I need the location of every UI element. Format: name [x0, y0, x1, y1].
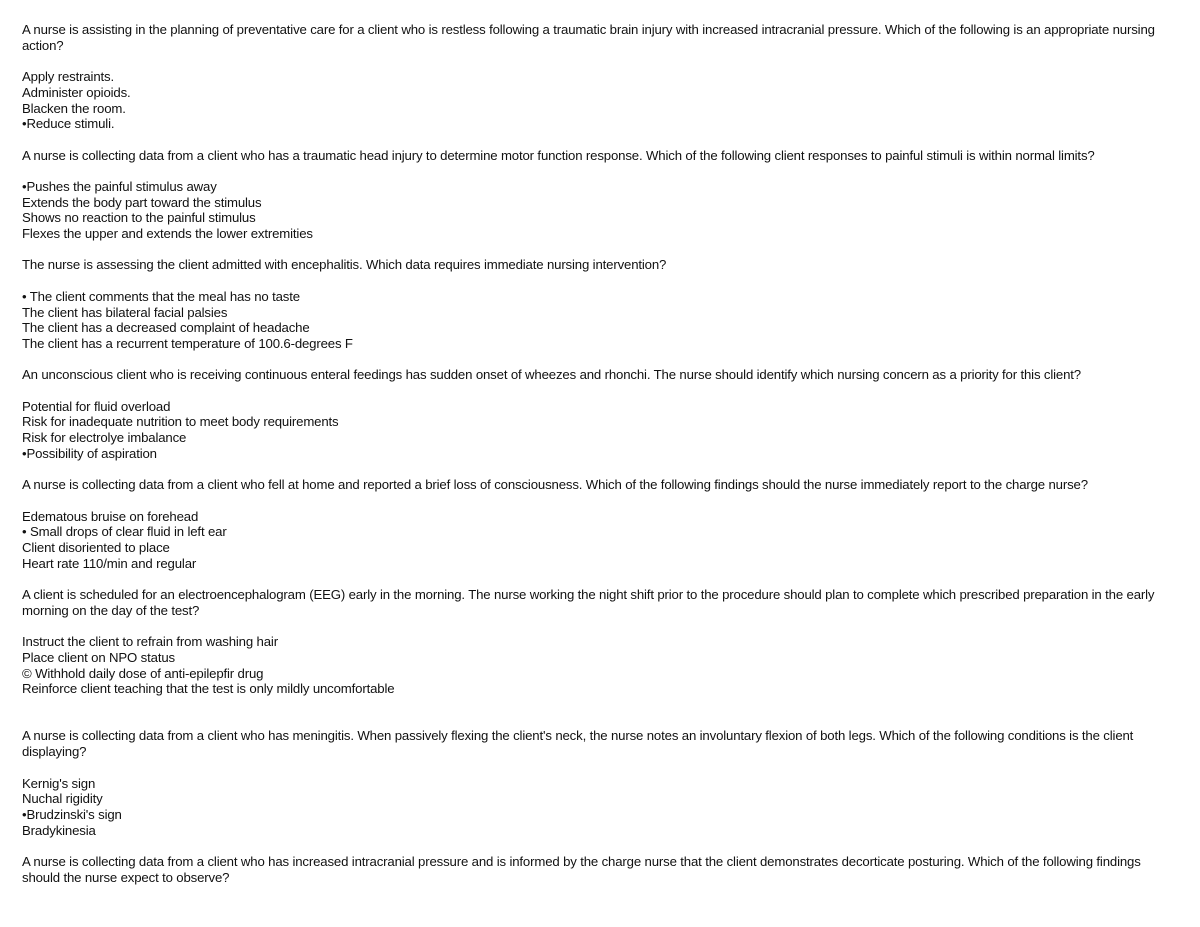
answer-option-marked: •Pushes the painful stimulus away [22, 178, 217, 194]
answer-option: Reinforce client teaching that the test is only mildly uncomfortable [22, 681, 395, 697]
answer-option: Risk for electrolye imbalance [22, 430, 187, 446]
answer-option: Shows no reaction to the painful stimulus [22, 210, 256, 226]
question-text: An unconscious client who is receiving continuous enteral feedings has sudden onset of wheezes and rhonchi. The nurse should identify which nursing concern as a priority for this client? [22, 367, 1081, 383]
question-text: A nurse is collecting data from a client who fell at home and reported a brief loss of consciousness. Which of the following findings should the nurse immediately report to the charge nurse? [22, 477, 1088, 493]
answer-option: Client disoriented to place [22, 540, 170, 556]
answer-option: Instruct the client to refrain from washing hair [22, 634, 278, 650]
answer-options [22, 509, 1182, 572]
answer-option-marked: •Reduce stimuli. [22, 116, 115, 132]
answer-option-marked: • The client comments that the meal has no taste [22, 288, 300, 304]
question-text: The nurse is assessing the client admitted with encephalitis. Which data requires immediate nursing intervention? [22, 257, 667, 273]
answer-option: Heart rate 110/min and regular [22, 555, 197, 571]
answer-option: Edematous bruise on forehead [22, 508, 199, 524]
answer-option-marked: © Withhold daily dose of anti-epilepfir drug [22, 665, 264, 681]
answer-option: Kernig's sign [22, 775, 96, 791]
answer-option: Place client on NPO status [22, 649, 175, 665]
answer-option: Administer opioids. [22, 84, 131, 100]
question-text: A nurse is collecting data from a client who has a traumatic head injury to determine motor function response. Which of the following client responses to painful stimuli is within normal limits? [22, 147, 1095, 163]
question-block [22, 22, 1182, 132]
answer-option: The client has bilateral facial palsies [22, 304, 228, 320]
answer-option: Bradykinesia [22, 822, 96, 838]
answer-option: Extends the body part toward the stimulus [22, 194, 262, 210]
answer-option: Risk for inadequate nutrition to meet body requirements [22, 414, 339, 430]
answer-options [22, 399, 1182, 462]
answer-option-marked: • Small drops of clear fluid in left ear [22, 524, 227, 540]
answer-option: Nuchal rigidity [22, 791, 103, 807]
question-block [22, 587, 1182, 697]
question-block [22, 477, 1182, 571]
question-block [22, 148, 1182, 242]
answer-option: The client has a recurrent temperature of 100.6-degrees F [22, 335, 353, 351]
answer-option: Blacken the room. [22, 100, 126, 116]
answer-option: Potential for fluid overload [22, 398, 171, 414]
answer-option: Flexes the upper and extends the lower extremities [22, 226, 313, 242]
question-text: A nurse is collecting data from a client who has meningitis. When passively flexing the client's neck, the nurse notes an involuntary flexion of both legs. Which of the following conditions is the client displaying? [22, 728, 1134, 760]
answer-option-marked: •Possibility of aspiration [22, 445, 157, 461]
answer-option-marked: •Brudzinski's sign [22, 806, 122, 822]
question-block [22, 257, 1182, 351]
question-block [22, 367, 1182, 461]
question-text: A client is scheduled for an electroencephalogram (EEG) early in the morning. The nurse working the night shift prior to the procedure should plan to complete which prescribed preparation in the early morning on the day of the test? [22, 587, 1155, 618]
answer-options [22, 776, 1182, 839]
answer-options [22, 179, 1182, 242]
answer-options [22, 634, 1182, 697]
question-block [22, 854, 1182, 885]
question-text: A nurse is assisting in the planning of preventative care for a client who is restless following a traumatic brain injury with increased intracranial pressure. Which of the following is an appropriate nursing action? [22, 22, 1155, 53]
answer-options [22, 289, 1182, 352]
question-block [22, 728, 1182, 838]
answer-options [22, 69, 1182, 132]
answer-option: The client has a decreased complaint of headache [22, 320, 310, 336]
question-text: A nurse is collecting data from a client who has increased intracranial pressure and is informed by the charge nurse that the client demonstrates decorticate posturing. Which of the following findings should the nurse expect to observe? [22, 854, 1141, 885]
document-body [22, 22, 1182, 885]
answer-option: Apply restraints. [22, 69, 114, 85]
